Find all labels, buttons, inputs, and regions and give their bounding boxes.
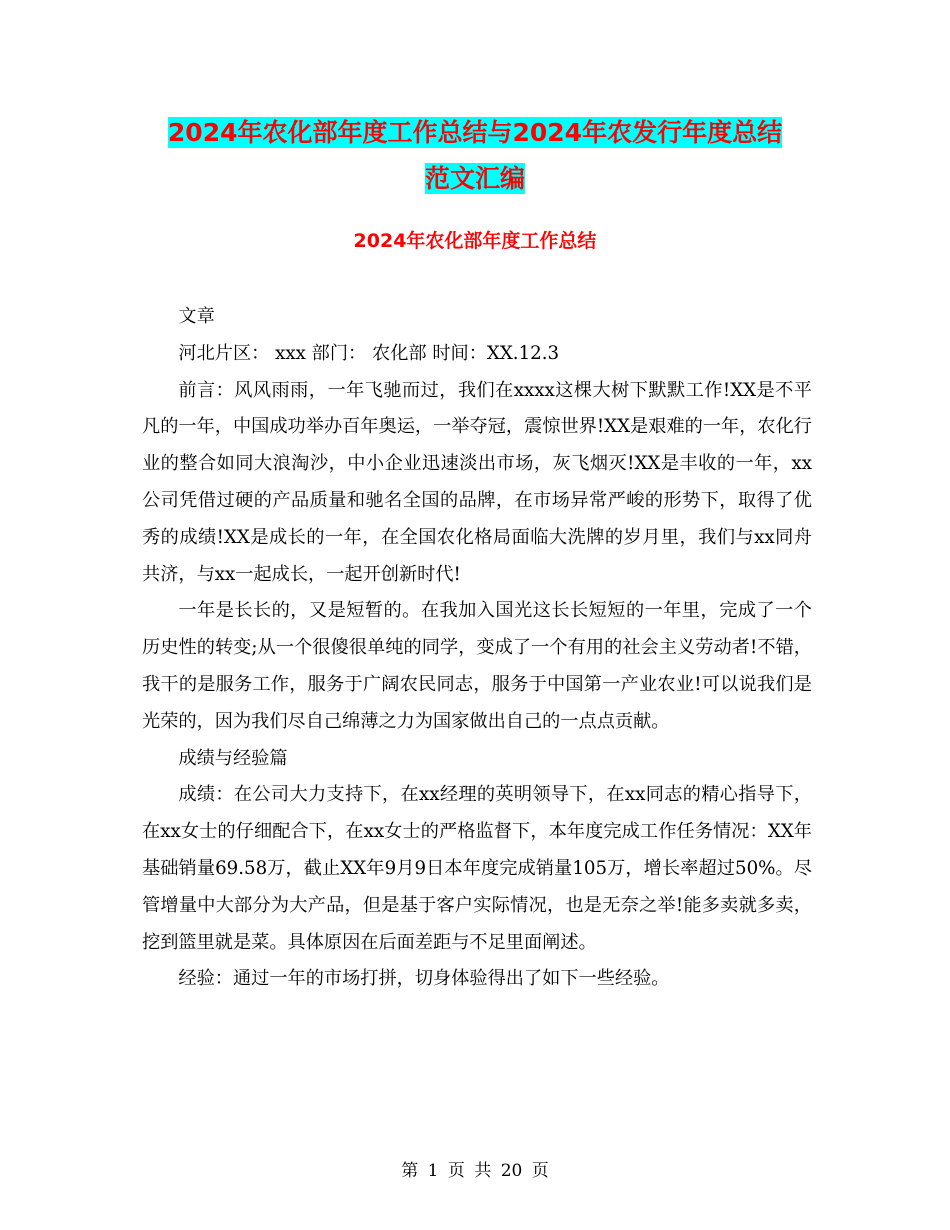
paragraph-experience: 经验：通过一年的市场打拼，切身体验得出了如下一些经验。 (178, 968, 670, 990)
paragraph-achievements: 成绩：在公司大力支持下，在xx经理的英明领导下，在xx同志的精心指导下，在xx女士的仔细配合下，在xx女士的严格监督下，本年度完成工作任务情况：XX年基础销量69.58万，截止XX年9月9日本年度完成销量105万，增长率超过50%。尽管增量中大部分为大产品，但是基于客户实际情况，也是无奈之举!能多卖就多卖，挖到篮里就是菜。具体原因在后面差距与不足里面阐述。 (142, 784, 812, 953)
main-title-line-1: 2024年农化部年度工作总结与2024年农发行年度总结 (167, 118, 783, 147)
main-title-line-2: 范文汇编 (424, 164, 525, 193)
paragraph-reflection: 一年是长长的，又是短暂的。在我加入国光这长长短短的一年里，完成了一个历史性的转变;从一个很傻很单纯的同学，变成了一个有用的社会主义劳动者!不错，我干的是服务工作，服务于广阔农民同志，服务于中国第一产业农业!可以说我们是光荣的，因为我们尽自己绵薄之力为国家做出自己的一点点贡献。 (142, 600, 812, 732)
paragraph-article-label: 文章 (178, 306, 215, 327)
paragraph-preface: 前言：风风雨雨，一年飞驰而过，我们在xxxx这棵大树下默默工作!XX是不平凡的一年，中国成功举办百年奥运，一举夺冠，震惊世界!XX是艰难的一年，农化行业的整合如同大浪淘沙，中小企业迅速淡出市场，灰飞烟灭!XX是丰收的一年，xx公司凭借过硬的产品质量和驰名全国的品牌，在市场异常严峻的形势下，取得了优秀的成绩!XX是成长的一年，在全国农化格局面临大洗牌的岁月里，我们与xx同舟共济，与xx一起成长，一起开创新时代! (142, 379, 812, 585)
body-text (142, 299, 812, 998)
page-footer: 第 1 页 共 20 页 (401, 1161, 549, 1181)
paragraph-meta-info: 河北片区： xxx 部门： 农化部 时间：XX.12.3 (178, 342, 560, 364)
paragraph-subheading: 成绩与经验篇 (178, 747, 288, 769)
section-title: 2024年农化部年度工作总结 (353, 230, 597, 252)
